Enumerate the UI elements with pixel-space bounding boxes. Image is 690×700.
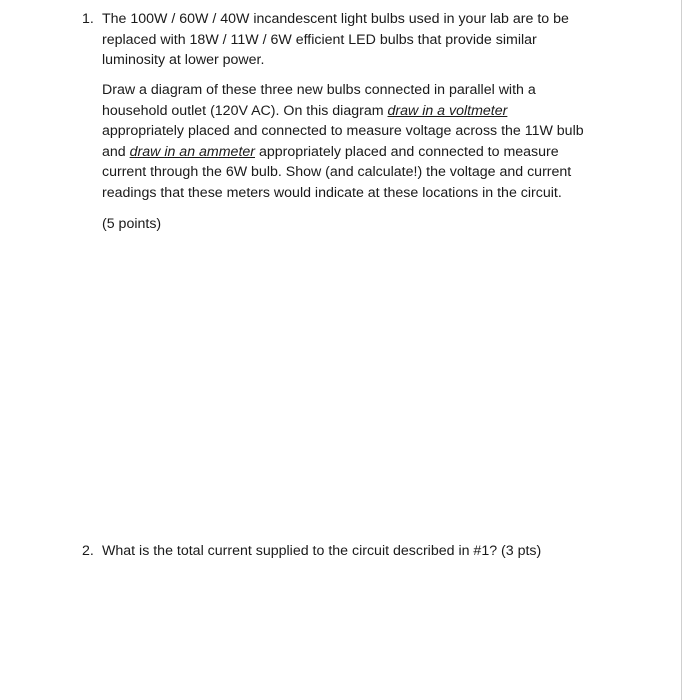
ammeter-emphasis: draw in an ammeter <box>129 143 255 160</box>
question-2-text: What is the total current supplied to the circuit described in #1? (3 pts) <box>102 543 542 559</box>
instructions-text: appropriately placed and connected to measure <box>255 143 559 160</box>
question-1-points: (5 points) <box>102 216 162 232</box>
instructions-line: readings that these meters would indicate at these locations in the circuit. <box>102 184 562 201</box>
instructions-line <box>102 101 607 122</box>
question-1-intro-line: replaced with 18W / 11W / 6W efficient LED bulbs that provide similar <box>102 31 537 48</box>
question-1-intro <box>102 9 607 71</box>
question-2-number: 2. <box>82 543 94 559</box>
instructions-line: appropriately placed and connected to measure voltage across the 11W bulb <box>102 123 584 139</box>
instructions-text: and <box>102 143 130 160</box>
question-1-intro-line: The 100W / 60W / 40W incandescent light bulbs used in your lab are to be <box>102 11 569 27</box>
question-1-instructions <box>102 80 607 203</box>
instructions-line: Draw a diagram of these three new bulbs connected in parallel with a <box>102 82 536 98</box>
instructions-text: household outlet (120V AC). On this diagram <box>102 102 388 119</box>
voltmeter-emphasis: draw in a voltmeter <box>387 102 508 119</box>
question-1-intro-line: luminosity at lower power. <box>102 52 265 68</box>
instructions-line <box>102 142 607 163</box>
instructions-line: current through the 6W bulb. Show (and calculate!) the voltage and current <box>102 164 572 180</box>
question-1-number: 1. <box>82 11 94 27</box>
